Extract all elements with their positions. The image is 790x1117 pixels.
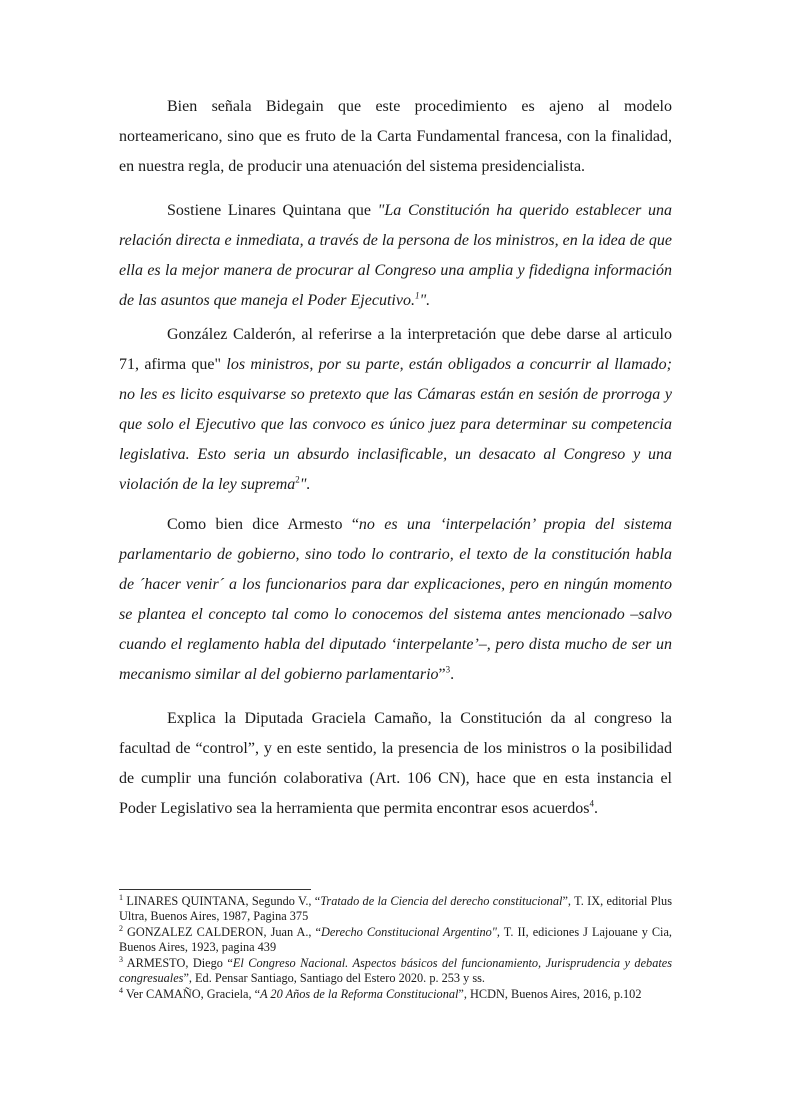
footnote-ref: 3 [445,664,451,675]
footnote-number: 1 [119,892,123,902]
footnote-text: Ver CAMAÑO, Graciela, “ [123,987,261,1001]
quotation-close: ” [438,666,446,683]
paragraph-text: Sostiene Linares Quintana que [167,202,378,219]
footnote-number: 3 [119,954,123,964]
paragraph-bidegain [119,92,672,182]
footnote-ref: 1 [414,290,420,301]
paragraph-text: González Calderón, al referirse a la interpretación que debe darse al articulo 71, afirma que" [119,326,672,373]
paragraph-text: Bien señala Bidegain que este procedimiento es ajeno al modelo norteamericano, sino que es fruto de la Carta Fundamental francesa, con la finalidad, en nuestra regla, de producir una atenuación del sistema presidencialista. [119,98,672,175]
footnote-ref: 4 [589,798,594,809]
paragraph-camano [119,704,672,824]
quotation: los ministros, por su parte, están obligados a concurrir al llamado; no les es licito esquivarse so pretexto que las Cámaras están en sesión de prorroga y que solo el Ejecutivo que las convoco es único juez para determinar su competencia legislativa. Esto seria un absurdo inclasificable, un desacato al Congreso y una violación de la ley suprema [119,356,672,493]
footnote-separator [119,889,311,890]
quotation-close: ". [419,292,431,309]
footnote-text: GONZALEZ CALDERON, Juan A., “ [123,925,321,939]
footnote-4 [119,987,672,1002]
footnote-number: 2 [119,923,123,933]
paragraph-end: . [593,800,598,817]
paragraph-text: Como bien dice Armesto “ [167,516,359,533]
footnote-text: ”, T. IX, editorial Plus Ultra, Buenos Aires, 1987, Pagina 375 [119,894,672,923]
footnote-ref: 2 [295,474,300,485]
footnote-2 [119,925,672,955]
footnote-text: ”, HCDN, Buenos Aires, 2016, p.102 [458,987,642,1001]
paragraph-gonzalez-calderon [119,320,672,500]
footnote-text: T. II, ediciones J Lajouane y Cia, Buenos Aires, 1923, pagina 439 [119,925,672,954]
quotation-close: ". [299,476,311,493]
footnotes [119,894,672,1003]
paragraph-text: Explica la Diputada Graciela Camaño, la Constitución da al congreso la facultad de “control”, y en este sentido, la presencia de los ministros o la posibilidad de cumplir una función colaborativa (Art. 106 CN), hace que en esta instancia el Poder Legislativo sea la herramienta que permita encontrar esos acuerdos [119,710,672,817]
quotation: no es una ‘interpelación’ propia del sistema parlamentario de gobierno, sino todo lo contrario, el texto de la constitución habla de ´hacer venir´ a los funcionarios para dar explicaciones, pero en ningún momento se plantea el concepto tal como lo conocemos del sistema antes mencionado –salvo cuando el reglamento habla del diputado ‘interpelante’–, pero dista mucho de ser un mecanismo similar al del gobierno parlamentario [119,516,672,683]
footnote-title: El Congreso Nacional. Aspectos básicos del funcionamiento, Jurisprudencia y debates congresuales [119,956,672,985]
footnote-text: LINARES QUINTANA, Segundo V., “ [123,894,321,908]
paragraph-armesto [119,510,672,690]
footnote-title: A 20 Años de la Reforma Constitucional [260,987,459,1001]
footnote-title: Tratado de la Ciencia del derecho constitucional [320,894,563,908]
quotation: "La Constitución ha querido establecer una relación directa e inmediata, a través de la persona de los ministros, en la idea de que ella es la mejor manera de procurar al Congreso una amplia y fidedigna información de las asuntos que maneja el Poder Ejecutivo. [119,202,672,309]
footnote-3 [119,956,672,986]
footnote-1 [119,894,672,924]
footnote-text: ARMESTO, Diego “ [123,956,233,970]
paragraph-linares-quintana [119,196,672,316]
footnote-text: ”, Ed. Pensar Santiago, Santiago del Estero 2020. p. 253 y ss. [183,971,486,985]
paragraph-end: . [450,666,455,683]
footnote-title: Derecho Constitucional Argentino", [320,925,500,939]
footnote-number: 4 [119,985,123,995]
